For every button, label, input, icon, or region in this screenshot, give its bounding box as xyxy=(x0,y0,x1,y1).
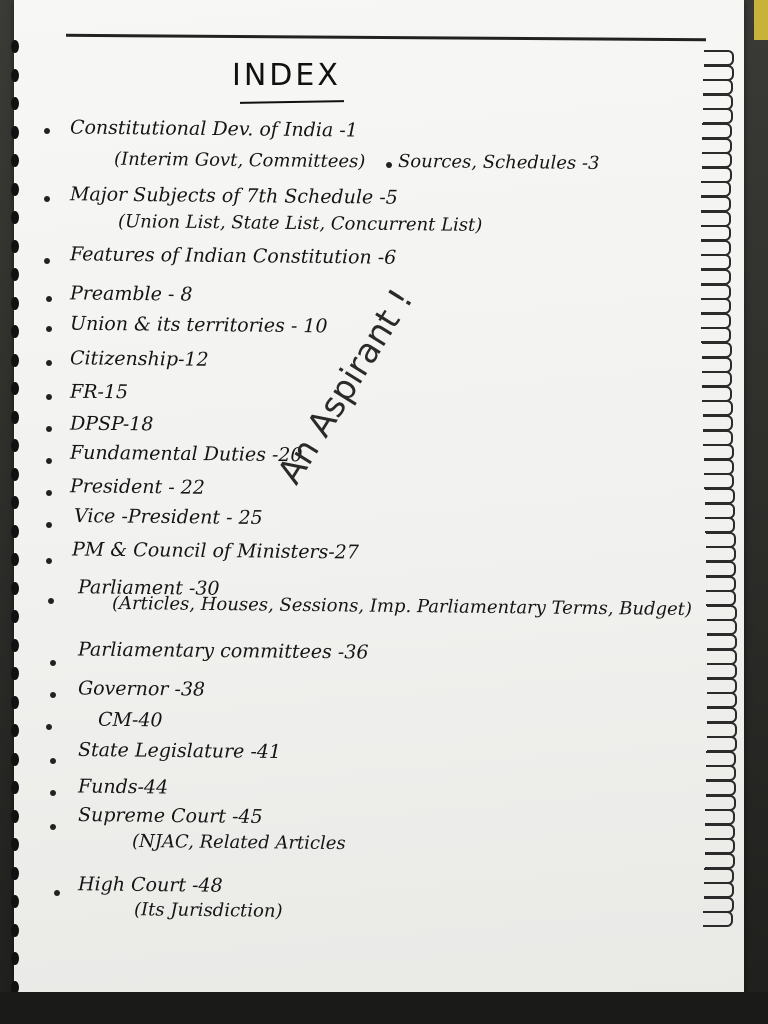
bullet-icon xyxy=(48,598,54,604)
index-entry: High Court -48 xyxy=(77,873,223,897)
bullet-icon xyxy=(46,490,52,496)
bullet-icon xyxy=(44,196,50,202)
bullet-icon xyxy=(46,326,52,332)
index-entry-sub: (Interim Govt, Committees) xyxy=(113,148,366,173)
bullet-icon xyxy=(50,790,56,796)
index-list xyxy=(14,0,744,1000)
index-entry: Parliamentary committees -36 xyxy=(77,638,369,664)
bullet-icon xyxy=(44,258,50,264)
index-entry: Sources, Schedules -3 xyxy=(397,150,600,175)
index-entry: Constitutional Dev. of India -1 xyxy=(69,116,358,142)
bullet-icon xyxy=(46,426,52,432)
index-entry: Union & its territories - 10 xyxy=(69,312,328,338)
index-entry: Preamble - 8 xyxy=(69,282,193,306)
bullet-icon xyxy=(50,824,56,830)
index-entry: Governor -38 xyxy=(77,677,206,701)
index-entry: Supreme Court -45 xyxy=(77,804,263,828)
index-entry: Citizenship-12 xyxy=(69,347,209,371)
bullet-icon xyxy=(46,394,52,400)
bullet-icon xyxy=(54,890,60,896)
index-entry: Major Subjects of 7th Schedule -5 xyxy=(69,183,398,209)
index-entry: Parliament -30 xyxy=(77,576,220,600)
page-bottom-shadow xyxy=(0,992,768,1024)
index-entry: DPSP-18 xyxy=(69,412,154,436)
notebook-page xyxy=(14,0,744,1000)
index-entry: PM & Council of Ministers-27 xyxy=(71,538,360,564)
bullet-icon xyxy=(44,128,50,134)
index-entry: Vice -President - 25 xyxy=(73,505,263,529)
index-entry-sub: (NJAC, Related Articles xyxy=(131,830,346,855)
bullet-icon xyxy=(46,458,52,464)
index-entry-sub: (Articles, Houses, Sessions, Imp. Parliamentary Terms, Budget) xyxy=(111,592,693,621)
background-edge xyxy=(754,0,768,40)
bullet-icon xyxy=(50,758,56,764)
bullet-icon xyxy=(46,558,52,564)
index-entry: FR-15 xyxy=(69,380,129,404)
index-entry: CM-40 xyxy=(97,708,163,732)
watermark-text: An Aspirant ! xyxy=(270,281,422,492)
bullet-icon xyxy=(46,296,52,302)
index-entry-sub: (Its Jurisdiction) xyxy=(133,899,283,922)
index-entry: Fundamental Duties -20 xyxy=(69,441,303,467)
bullet-icon xyxy=(50,692,56,698)
index-entry-sub: (Union List, State List, Concurrent List) xyxy=(117,211,483,236)
bullet-icon xyxy=(50,660,56,666)
bullet-icon xyxy=(386,162,392,168)
index-entry: Funds-44 xyxy=(77,775,169,799)
index-entry: Features of Indian Constitution -6 xyxy=(69,243,397,269)
index-entry: State Legislature -41 xyxy=(77,738,282,764)
bullet-icon xyxy=(46,522,52,528)
bullet-icon xyxy=(46,724,52,730)
page-title: INDEX xyxy=(232,58,341,93)
bullet-icon xyxy=(46,360,52,366)
index-entry: President - 22 xyxy=(69,475,206,499)
